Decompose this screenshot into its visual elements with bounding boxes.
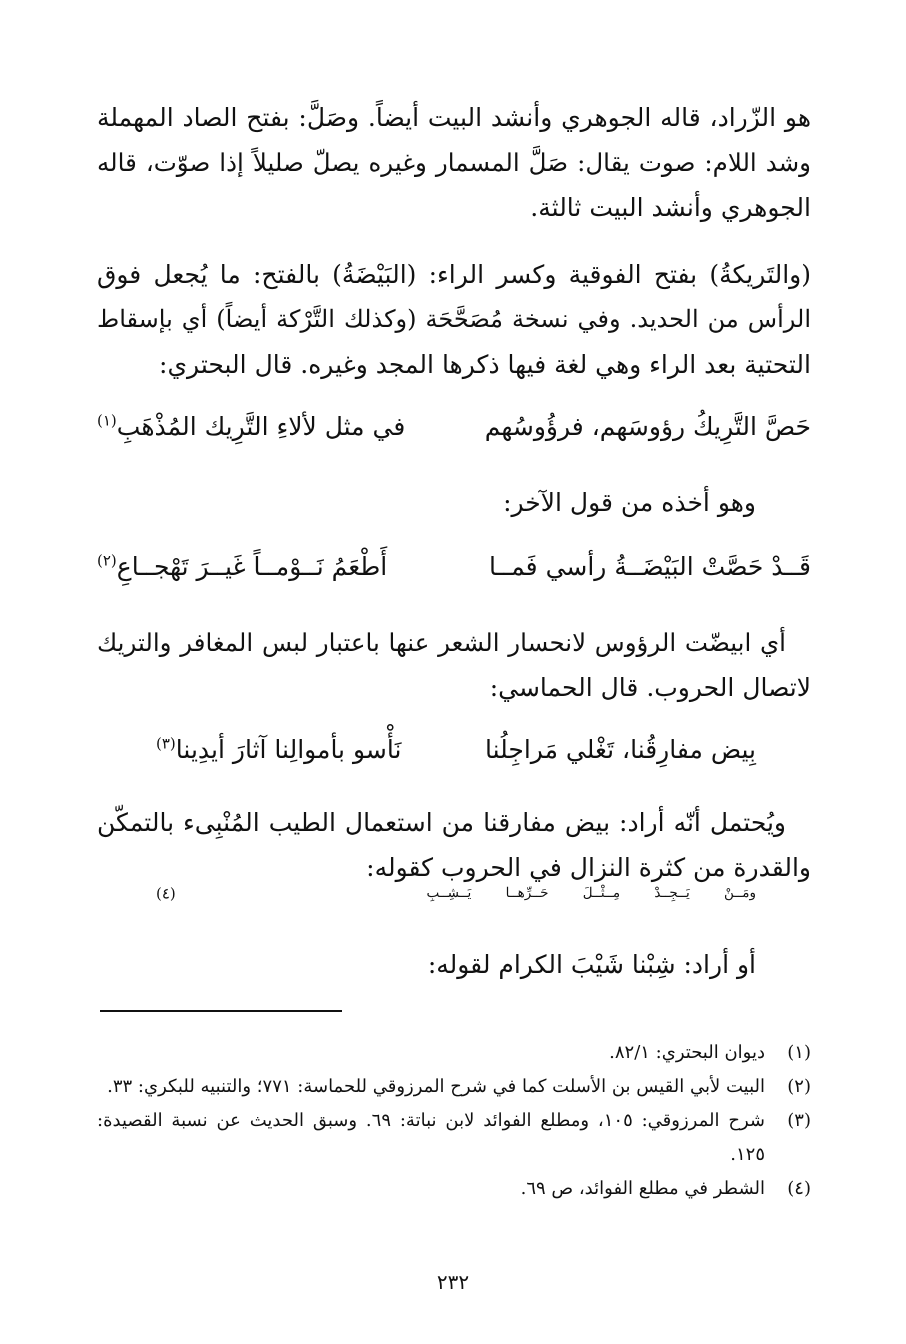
footnote-marker: (٤) (156, 884, 176, 903)
footnote-3 (97, 1104, 811, 1172)
verse-second-hemistich (156, 735, 401, 764)
hemistich-text: في مثل لألاءِ التَّرِيك المُذْهَبِ (116, 412, 406, 441)
footnotes (97, 1036, 811, 1206)
hemistich-text: أَطْعَمُ نَــوْمــاً غَيــرَ تَهْجــاعِ (116, 552, 388, 581)
verse-first-hemistich: حَصَّ التَّرِيكُ رؤوسَهم، فرؤُوسُهم (484, 412, 811, 441)
paragraph-2 (97, 252, 811, 387)
paragraph-line: هو الزّراد، قاله الجوهري وأنشد البيت أيضاً. وصَلَّ: بفتح الصاد المهملة (97, 103, 811, 132)
paragraph-line: والقدرة من كثرة النزال في الحروب كقوله: (366, 853, 811, 882)
verse-first-hemistich: بِيض مفارِقُنا، تَغْلي مَراجِلُنا (484, 735, 756, 764)
footnote-text: الشطر في مطلع الفوائد، ص ٦٩. (520, 1178, 765, 1199)
footnote-number: (٣) (787, 1110, 811, 1131)
footnote-separator (100, 1010, 342, 1012)
paragraph-line: الرأس من الحديد. وفي نسخة مُصَحَّحَة (وكذلك التَّرْكة أيضاً) أي بإسقاط (97, 305, 811, 333)
paragraph-3 (97, 620, 811, 710)
verse-bahtari (97, 412, 811, 462)
paragraph-line: أي ابيضّت الرؤوس لانحسار الشعر عنها باعتبار لبس المغافر والتريك (97, 628, 786, 657)
footnote-marker: (٣) (156, 734, 176, 753)
verse-second-hemistich (97, 412, 405, 441)
paragraph-line: الجوهري وأنشد البيت ثالثة. (530, 193, 811, 222)
footnote-number: (٢) (787, 1076, 811, 1097)
paragraph-4 (97, 800, 811, 890)
footnote-number: (٤) (787, 1178, 811, 1199)
verse-second-hemistich (97, 552, 387, 581)
verse-baydah (97, 552, 811, 602)
footnote-1 (97, 1036, 811, 1070)
paragraph-line: ويُحتمل أنّه أراد: بيض مفارقنا من استعمال الطيب المُنْبِىء بالتمكّن (97, 808, 786, 837)
verse-first-hemistich: قَــدْ حَصَّتْ البَيْضَــةُ رأسي فَمــا (488, 552, 811, 581)
verse-hamasi (156, 735, 756, 785)
paragraph-5 (96, 942, 756, 987)
paragraph-1 (97, 95, 811, 230)
hemistich-text: نَأْسو بأموالِنا آثارَ أيدِينا (175, 735, 402, 764)
verse-hemistich-single (156, 885, 756, 935)
paragraph-line: أو أراد: شِبْنا شَيْبَ الكرام لقوله: (427, 950, 756, 979)
page-number: ٢٣٢ (436, 1270, 470, 1294)
hemistich-text: ومَــنْ يَــجِــدْ مِــثْــلَ حَــرِّهــا يَــشِــبِ (426, 885, 756, 901)
footnote-text: البيت لأبي القيس بن الأسلت كما في شرح المرزوقي للحماسة: ٧٧١؛ والتنبيه للبكري: ٣٣. (107, 1076, 765, 1097)
footnote-number: (١) (787, 1042, 811, 1063)
paragraph-line: التحتية بعد الراء وهي لغة فيها ذكرها المجد وغيره. قال البحتري: (159, 350, 811, 379)
footnote-2 (97, 1070, 811, 1104)
footnote-marker: (٢) (97, 551, 117, 570)
footnote-text: ديوان البحتري: ٨٢/١. (609, 1042, 765, 1063)
paragraph-line: لاتصال الحروب. قال الحماسي: (489, 673, 811, 702)
verse-intro (96, 480, 756, 525)
paragraph-line: وهو أخذه من قول الآخر: (503, 488, 756, 517)
footnote-text: شرح المرزوقي: ١٠٥، ومطلع الفوائد لابن نباتة: ٦٩. وسبق الحديث عن نسبة القصيدة: ١٢٥. (97, 1110, 765, 1165)
paragraph-line: وشد اللام: صوت يقال: صَلَّ المسمار وغيره يصلّ صليلاً إذا صوّت، قاله (97, 148, 811, 177)
paragraph-line: (والتَريكةُ) بفتح الفوقية وكسر الراء: (البَيْضَةُ) بالفتح: ما يُجعل فوق (97, 260, 811, 289)
footnote-marker: (١) (97, 411, 117, 430)
footnote-4 (97, 1172, 811, 1206)
